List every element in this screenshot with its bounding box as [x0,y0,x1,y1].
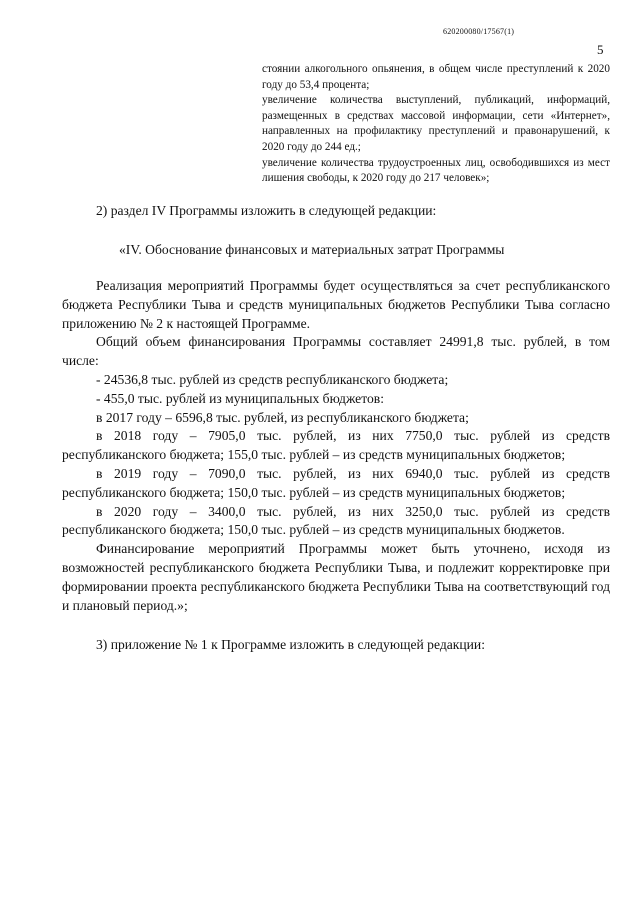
quote-item: увеличение количества трудоустроенных лиц, освободившихся из мест лишения свободы, к 2020 году до 217 человек»; [262,156,610,185]
quoted-indicators-block [262,62,610,187]
paragraph: Финансирование мероприятий Программы может быть уточнено, исходя из возможностей республиканского бюджета Республики Тыва, и подлежит корректировке при формировании проекта республиканского бюджета Республики Тыва на соответствующий год и плановый период.»; [62,541,610,613]
page-number: 5 [597,42,604,57]
paragraph: в 2020 году – 3400,0 тыс. рублей, из них 3250,0 тыс. рублей из средств республиканского бюджета; 150,0 тыс. рублей – из средств муниципальных бюджетов. [62,503,610,538]
paragraph: в 2017 году – 6596,8 тыс. рублей, из республиканского бюджета; [96,409,469,425]
paragraph: - 455,0 тыс. рублей из муниципальных бюджетов: [96,390,384,406]
paragraph: в 2018 году – 7905,0 тыс. рублей, из них 7750,0 тыс. рублей из средств республиканского бюджета; 155,0 тыс. рублей – из средств муниципальных бюджетов; [62,428,610,463]
amendment-item-3: 3) приложение № 1 к Программе изложить в следующей редакции: [96,637,485,652]
paragraph: - 24536,8 тыс. рублей из средств республиканского бюджета; [96,371,449,387]
section-title: «IV. Обоснование финансовых и материальных затрат Программы [119,242,505,257]
amendment-item-2: 2) раздел IV Программы изложить в следующей редакции: [96,203,437,218]
paragraph: в 2019 году – 7090,0 тыс. рублей, из них 6940,0 тыс. рублей из средств республиканского бюджета; 150,0 тыс. рублей – из средств муниципальных бюджетов; [62,465,610,500]
section-body [62,277,610,615]
document-id: 620200080/17567(1) [443,27,515,36]
paragraph: Реализация мероприятий Программы будет осуществляться за счет республиканского бюджета Республики Тыва и средств муниципальных бюджетов Республики Тыва согласно приложению № 2 к настоящей Программе. [62,278,610,331]
quote-item: стоянии алкогольного опьянения, в общем числе преступлений к 2020 году до 53,4 процента; [262,63,610,91]
paragraph: Общий объем финансирования Программы составляет 24991,8 тыс. рублей, в том числе: [62,334,610,369]
quote-item: увеличение количества выступлений, публикаций, информаций, размещенных в средствах массовой информации, сети «Интернет», направленных на профилактику преступлений и правонарушений, к 2020 году до 244 ед.; [262,94,610,153]
